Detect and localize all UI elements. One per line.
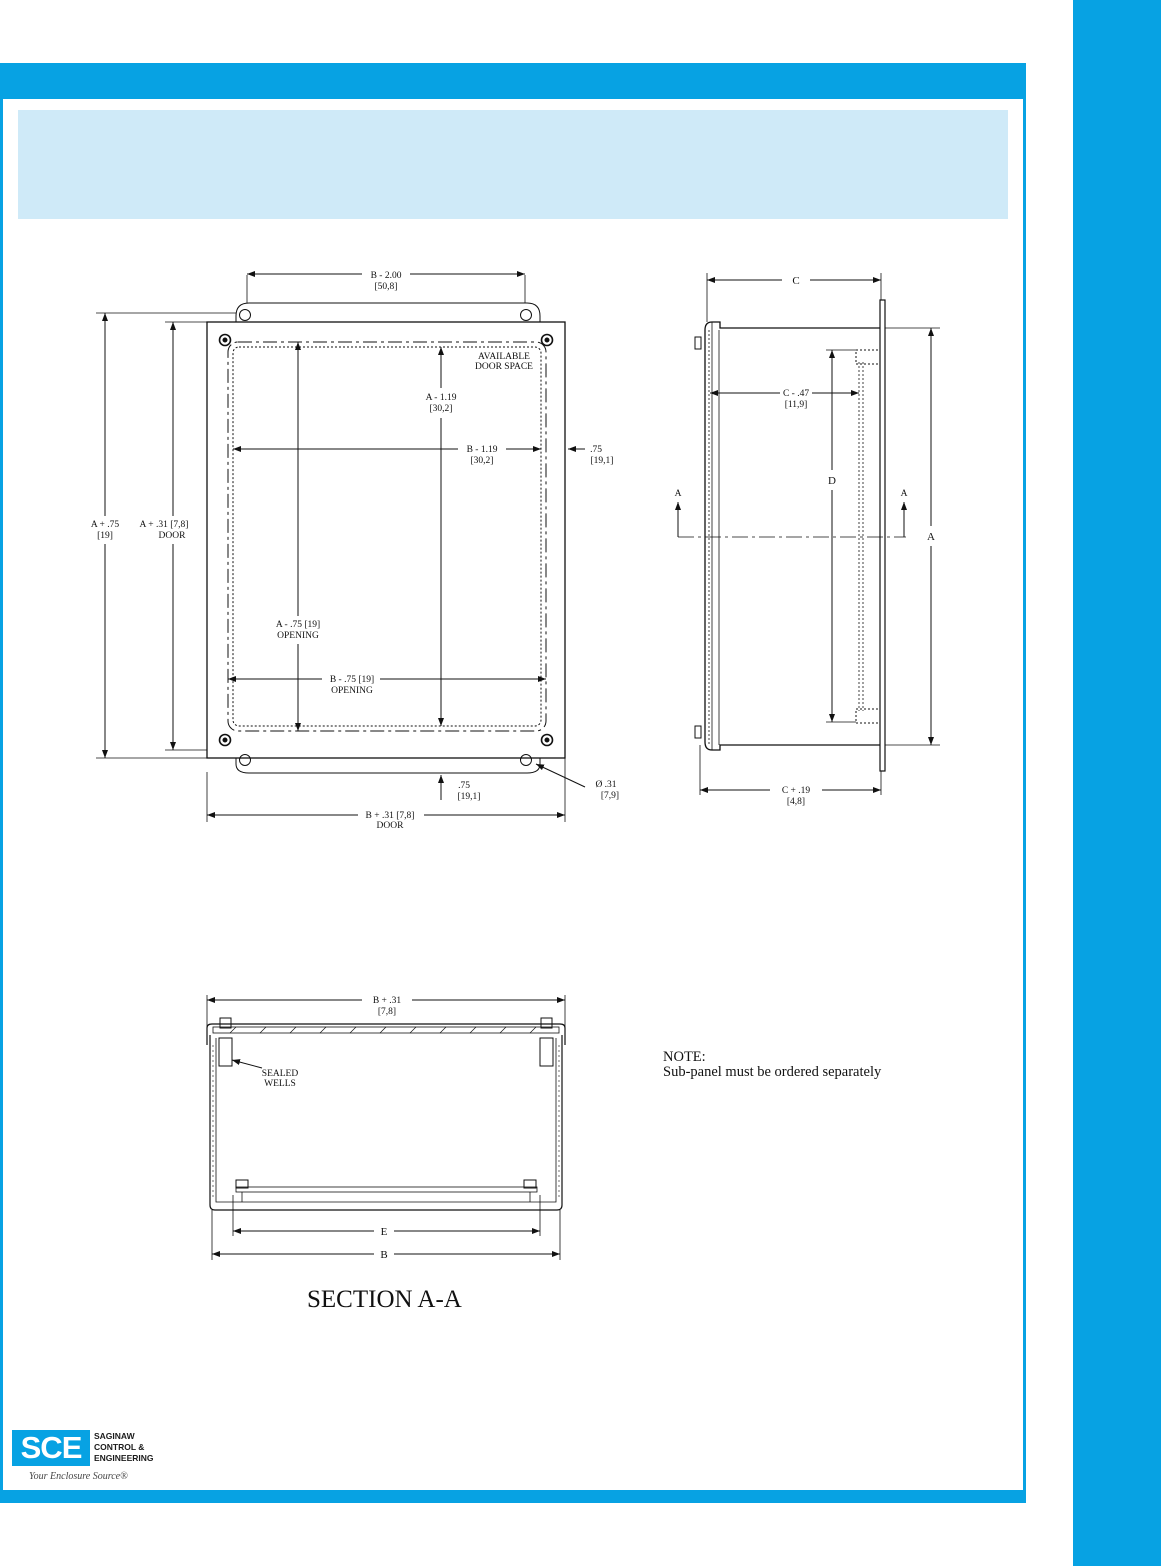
door-label: DOOR <box>158 531 186 541</box>
dim-right-075-mm: [19,1] <box>590 456 614 466</box>
dim-a-minus-119-mm: [30,2] <box>429 404 453 414</box>
bottom-mounting-tab <box>236 758 540 773</box>
mounting-hole <box>240 310 251 321</box>
section-view-labels <box>262 996 402 1261</box>
dim-bottom-075-mm: [19,1] <box>457 792 481 802</box>
sealed-well <box>540 1038 553 1066</box>
company-logo <box>12 1428 162 1484</box>
enclosure-side-body <box>705 322 880 750</box>
dim-a-plus-075: A + .75 <box>90 520 120 530</box>
dim-b-minus-2-mm: [50,8] <box>374 282 398 292</box>
mounting-hole <box>521 755 532 766</box>
hinge <box>695 726 701 738</box>
logo-name-line: SAGINAW <box>94 1431 135 1441</box>
dim-a-minus-075: A - .75 [19] <box>275 620 321 630</box>
dim-hole-diameter: Ø .31 <box>595 780 617 790</box>
logo-name-line: ENGINEERING <box>94 1453 154 1463</box>
dim-c-plus-019-mm: [4,8] <box>786 797 806 807</box>
section-view <box>207 995 565 1260</box>
dim-b: B <box>380 1249 388 1261</box>
hinge <box>695 337 701 349</box>
dim-c: C <box>792 275 800 287</box>
opening-label: OPENING <box>277 631 319 641</box>
dim-a-minus-119: A - 1.19 <box>425 393 457 403</box>
opening-label: OPENING <box>331 686 373 696</box>
section-title: SECTION A-A <box>307 1286 462 1313</box>
dim-e: E <box>380 1226 388 1238</box>
dim-a-plus-075-mm: [19] <box>97 531 113 541</box>
panel-stud <box>856 350 880 364</box>
note-label: NOTE: <box>663 1049 706 1065</box>
dim-b-plus-031: B + .31 <box>372 996 402 1006</box>
note-block <box>663 1050 881 1080</box>
front-view-labels <box>91 271 619 831</box>
enclosure-body <box>207 322 565 758</box>
door-bolt <box>541 1018 552 1028</box>
dim-bottom-075: .75 <box>458 781 470 791</box>
mounting-hole <box>240 755 251 766</box>
logo-name-line: CONTROL & <box>94 1442 145 1452</box>
opening-outline <box>228 342 546 731</box>
door-space-label: DOOR SPACE <box>475 362 533 372</box>
logo-tagline: Your Enclosure Source® <box>29 1471 128 1482</box>
wells-label: WELLS <box>264 1079 296 1089</box>
dim-c-plus-019: C + .19 <box>781 786 811 796</box>
door-bolt <box>220 1018 231 1028</box>
dim-d: D <box>828 475 836 487</box>
top-mounting-tab <box>236 303 540 322</box>
dim-hole-diameter-mm: [7,9] <box>600 791 620 801</box>
section-body <box>210 1035 562 1210</box>
section-mark-right: A <box>900 489 908 499</box>
mounting-flange <box>880 300 885 771</box>
panel-stud <box>856 709 880 723</box>
dim-b-plus-031-mm: [7,8] <box>377 1007 397 1017</box>
available-door-space <box>233 347 541 726</box>
dim-b-minus-119-mm: [30,2] <box>470 456 494 466</box>
dim-c-minus-047-mm: [11,9] <box>784 400 808 410</box>
corner-screw <box>220 335 553 746</box>
side-view-labels <box>675 275 935 807</box>
side-view <box>678 273 940 795</box>
dim-right-075: .75 <box>590 445 602 455</box>
logo-mark: SCE <box>12 1430 90 1466</box>
dim-a-height: A <box>927 531 935 543</box>
door-label: DOOR <box>376 821 404 831</box>
sealed-label: SEALED <box>261 1069 299 1079</box>
dim-c-minus-047: C - .47 <box>782 389 810 399</box>
dim-b-minus-075: B - .75 [19] <box>329 675 375 685</box>
dim-b-minus-119: B - 1.19 <box>466 445 498 455</box>
subpanel <box>236 1187 537 1192</box>
dim-b-minus-2: B - 2.00 <box>370 271 402 281</box>
section-mark-left: A <box>674 489 682 499</box>
dim-b-plus-031: B + .31 [7,8] <box>365 811 415 821</box>
dim-a-plus-031: A + .31 [7,8] <box>139 520 189 530</box>
logo-name <box>94 1431 154 1464</box>
mounting-hole <box>521 310 532 321</box>
note-text: Sub-panel must be ordered separately <box>663 1064 882 1080</box>
sealed-well <box>219 1038 232 1066</box>
available-label: AVAILABLE <box>478 352 530 362</box>
